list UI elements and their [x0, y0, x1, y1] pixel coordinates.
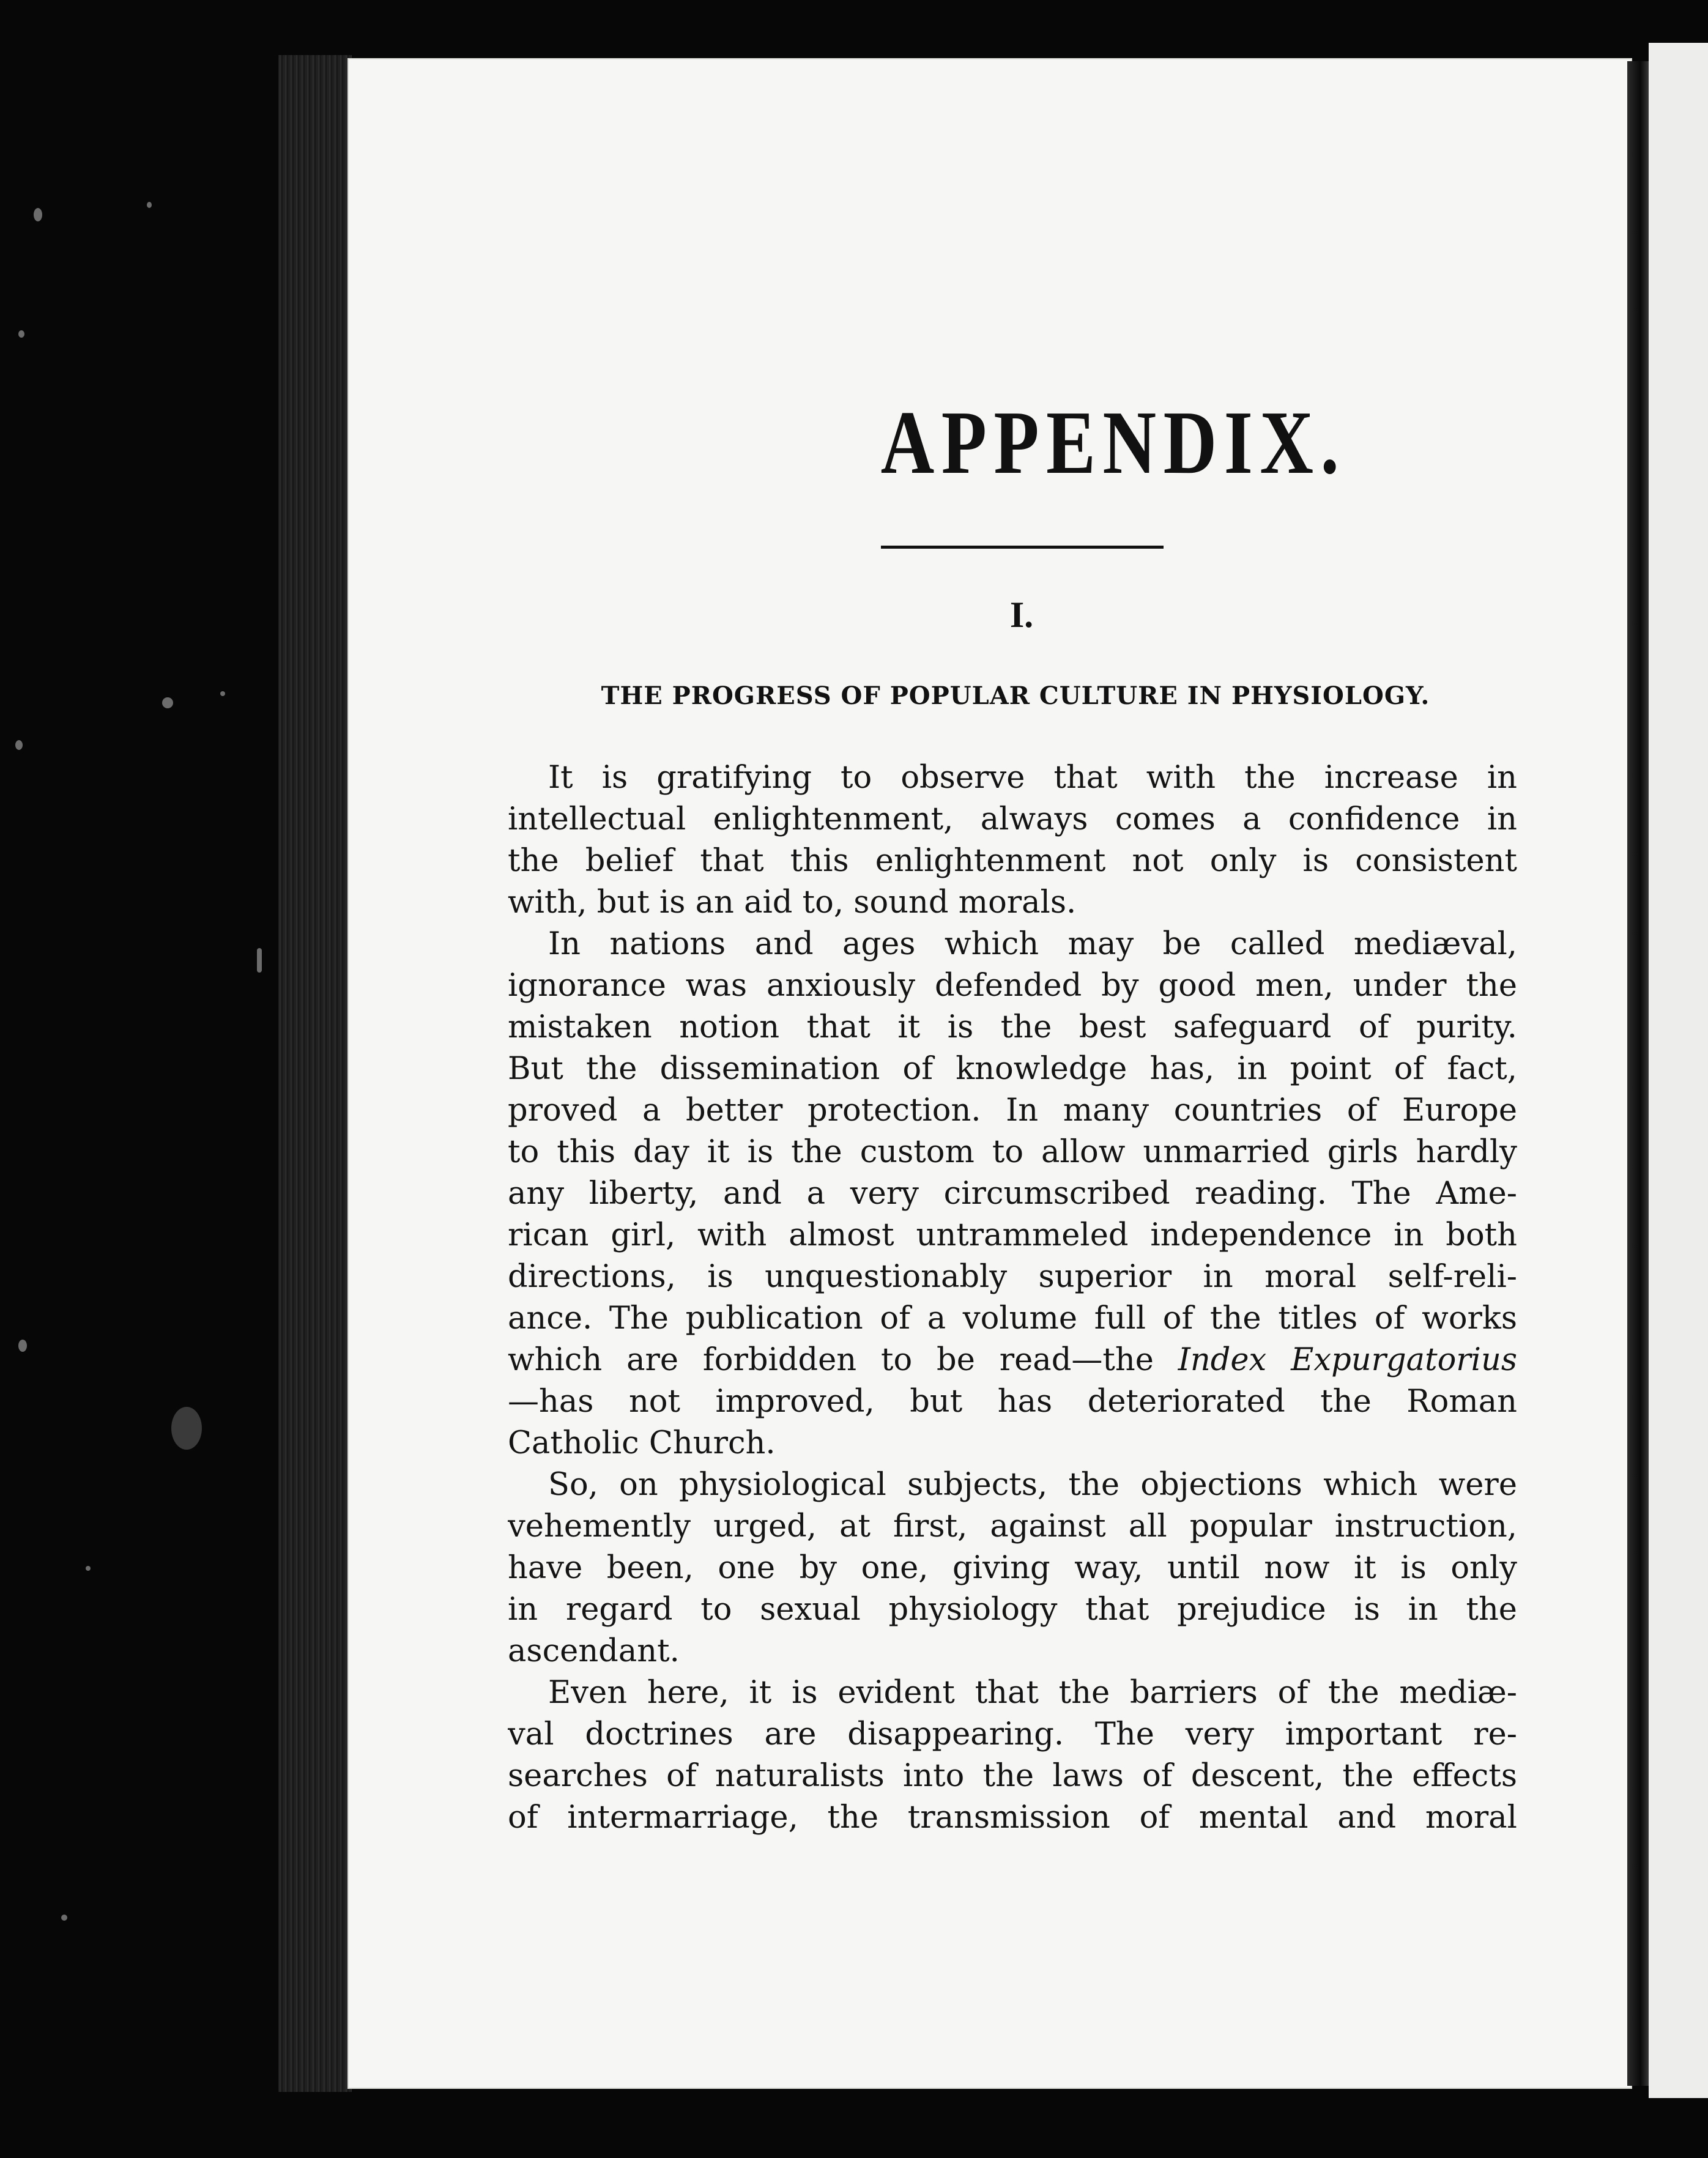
text-line: val doctrines are disappearing. The very important re- [508, 1716, 1517, 1752]
dust-speck [34, 208, 42, 221]
facing-page-edge [1649, 43, 1708, 2098]
dust-speck [61, 1915, 67, 1921]
text-line: —has not improved, but has deteriorated the Roman [508, 1384, 1517, 1420]
dust-speck [15, 740, 23, 750]
page-stack-edge [278, 55, 352, 2092]
text-line: vehemently urged, at first, against all popular instruction, [508, 1508, 1517, 1544]
text-line-with-italic [508, 1340, 1517, 1381]
text-line: any liberty, and a very circumscribed reading. The Ame- [508, 1176, 1517, 1212]
italic-title: Index Expurgatorius [1178, 1342, 1517, 1378]
text-line: in regard to sexual physiology that prejudice is in the [508, 1592, 1517, 1628]
text-line: Even here, it is evident that the barriers of the mediæ- [548, 1675, 1517, 1711]
text-line: the belief that this enlightenment not only is consistent [508, 843, 1517, 879]
text-segment: which are forbidden to be read—the [508, 1342, 1178, 1378]
text-line: intellectual enlightenment, always comes a confidence in [508, 801, 1517, 837]
book-gutter [1627, 61, 1649, 2086]
text-line: have been, one by one, giving way, until now it is only [508, 1550, 1517, 1586]
dust-speck [147, 202, 152, 208]
text-line: with, but is an aid to, sound morals. [508, 884, 1077, 921]
text-line: But the dissemination of knowledge has, in point of fact, [508, 1051, 1517, 1087]
text-line: So, on physiological subjects, the objections which were [548, 1467, 1517, 1503]
text-line: to this day it is the custom to allow unmarried girls hardly [508, 1134, 1517, 1170]
section-title: THE PROGRESS OF POPULAR CULTURE IN PHYSIOLOGY. [601, 681, 1430, 710]
text-line: directions, is unquestionably superior in moral self-reli- [508, 1259, 1517, 1295]
text-line: searches of naturalists into the laws of descent, the effects [508, 1758, 1517, 1794]
dust-speck [220, 691, 225, 696]
dust-speck [18, 1340, 27, 1352]
section-number: I. [1009, 595, 1034, 635]
text-line: ance. The publication of a volume full of the titles of works [508, 1300, 1517, 1337]
text-line: proved a better protection. In many countries of Europe [508, 1092, 1517, 1129]
text-line: In nations and ages which may be called mediæval, [548, 926, 1517, 962]
dust-speck [171, 1407, 202, 1450]
dust-speck [257, 948, 262, 973]
text-line: rican girl, with almost untrammeled independence in both [508, 1217, 1517, 1253]
dust-speck [18, 330, 24, 338]
text-line: ascendant. [508, 1633, 680, 1669]
page-title: APPENDIX. [880, 393, 1346, 493]
dust-speck [162, 697, 173, 708]
text-line: It is gratifying to observe that with the increase in [548, 760, 1517, 796]
body-text [508, 757, 1517, 1839]
text-line: of intermarriage, the transmission of mental and moral [508, 1800, 1517, 1836]
text-line: Catholic Church. [508, 1425, 776, 1461]
dust-speck [86, 1566, 91, 1571]
text-line: ignorance was anxiously defended by good men, under the [508, 968, 1517, 1004]
title-divider [881, 546, 1164, 549]
text-line: mistaken notion that it is the best safeguard of purity. [508, 1009, 1517, 1045]
